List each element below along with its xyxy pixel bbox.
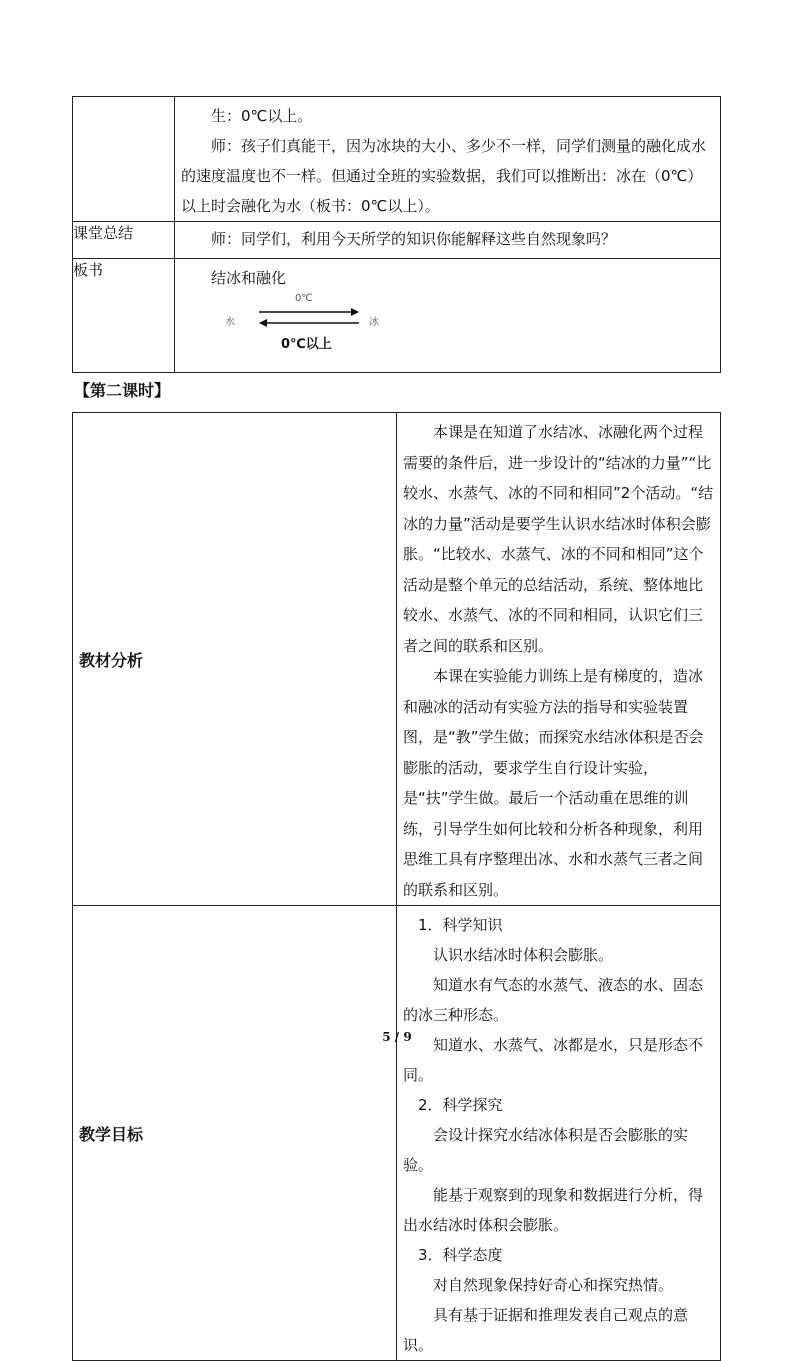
analysis-cell [397,413,721,906]
freeze-arrow-head [351,308,359,316]
summary-text: 师：同学们，利用今天所学的知识你能解释这些自然现象吗？ [211,230,617,248]
water-label: 水 [225,317,235,328]
ice-label: 冰 [369,317,379,328]
goal-attitude-1: 对自然现象保持好奇心和探究热情。 [433,1276,674,1294]
goal-inquiry-1: 会设计探究水结冰体积是否会膨胀的实验。 [403,1126,689,1174]
goals-cell [397,906,721,1361]
empty-label-cell [73,97,175,222]
goal-inquiry-2: 能基于观察到的现象和数据进行分析，得出水结冰时体积会膨胀。 [403,1186,704,1234]
board-label: 板书 [73,259,175,373]
goal-attitude-2: 具有基于证据和推理发表自己观点的意识。 [403,1306,689,1354]
summary-label: 课堂总结 [73,222,175,259]
bottom-temp-label: 0℃以上 [281,337,332,352]
lesson-table-second [72,412,721,1361]
page-number: 5 / 9 [382,1030,412,1044]
goal-knowledge-1: 认识水结冰时体积会膨胀。 [433,946,614,964]
goal-heading-knowledge: 1．科学知识 [418,916,503,934]
goal-heading-attitude: 3．科学态度 [418,1246,503,1264]
section-title: 【第二课时】 [74,381,171,400]
dialogue-cell [175,97,721,222]
top-temp-label: 0℃ [295,293,313,304]
melt-arrow-head [259,319,267,327]
goal-knowledge-2: 知道水有气态的水蒸气、液态的水、固态的冰三种形态。 [403,976,704,1024]
analysis-para-2: 本课在实验能力训练上是有梯度的，造冰和融冰的活动有实验方法的指导和实验装置图，是“教”学生做；而探究水结冰体积是否会膨胀的活动，要求学生自行设计实验，是“扶”学生做。最后一个活动重在思维的训练，引导学生如何比较和分析各种现象，利用思维工具有序整理出冰、水和水蒸气三者之间的联系和区别。 [403,667,704,899]
freeze-melt-diagram [175,293,720,363]
lesson-table-top [72,96,721,373]
goal-heading-inquiry: 2．科学探究 [418,1096,503,1114]
teacher-line: 师：孩子们真能干，因为冰块的大小、多少不一样，同学们测量的融化成水的速度温度也不一样。但通过全班的实验数据，我们可以推断出：冰在（0℃）以上时会融化为水（板书：0℃以上）。 [181,137,707,215]
board-title: 结冰和融化 [211,269,287,287]
summary-cell [175,222,721,259]
analysis-para-1: 本课是在知道了水结冰、冰融化两个过程需要的条件后，进一步设计的“结冰的力量”“比较水、水蒸气、冰的不同和相同”2个活动。“结冰的力量”活动是要学生认识水结冰时体积会膨胀。“比较水、水蒸气、冰的不同和相同”这个活动是整个单元的总结活动，系统、整体地比较水、水蒸气、冰的不同和相同，认识它们三者之间的联系和区别。 [403,423,714,655]
arrows-svg [175,293,475,363]
student-line: 生：0℃以上。 [211,107,313,125]
goals-label: 教学目标 [73,906,397,1361]
goal-knowledge-3: 知道水、水蒸气、冰都是水，只是形态不同。 [403,1036,704,1084]
analysis-label: 教材分析 [73,413,397,906]
board-cell [175,259,721,373]
